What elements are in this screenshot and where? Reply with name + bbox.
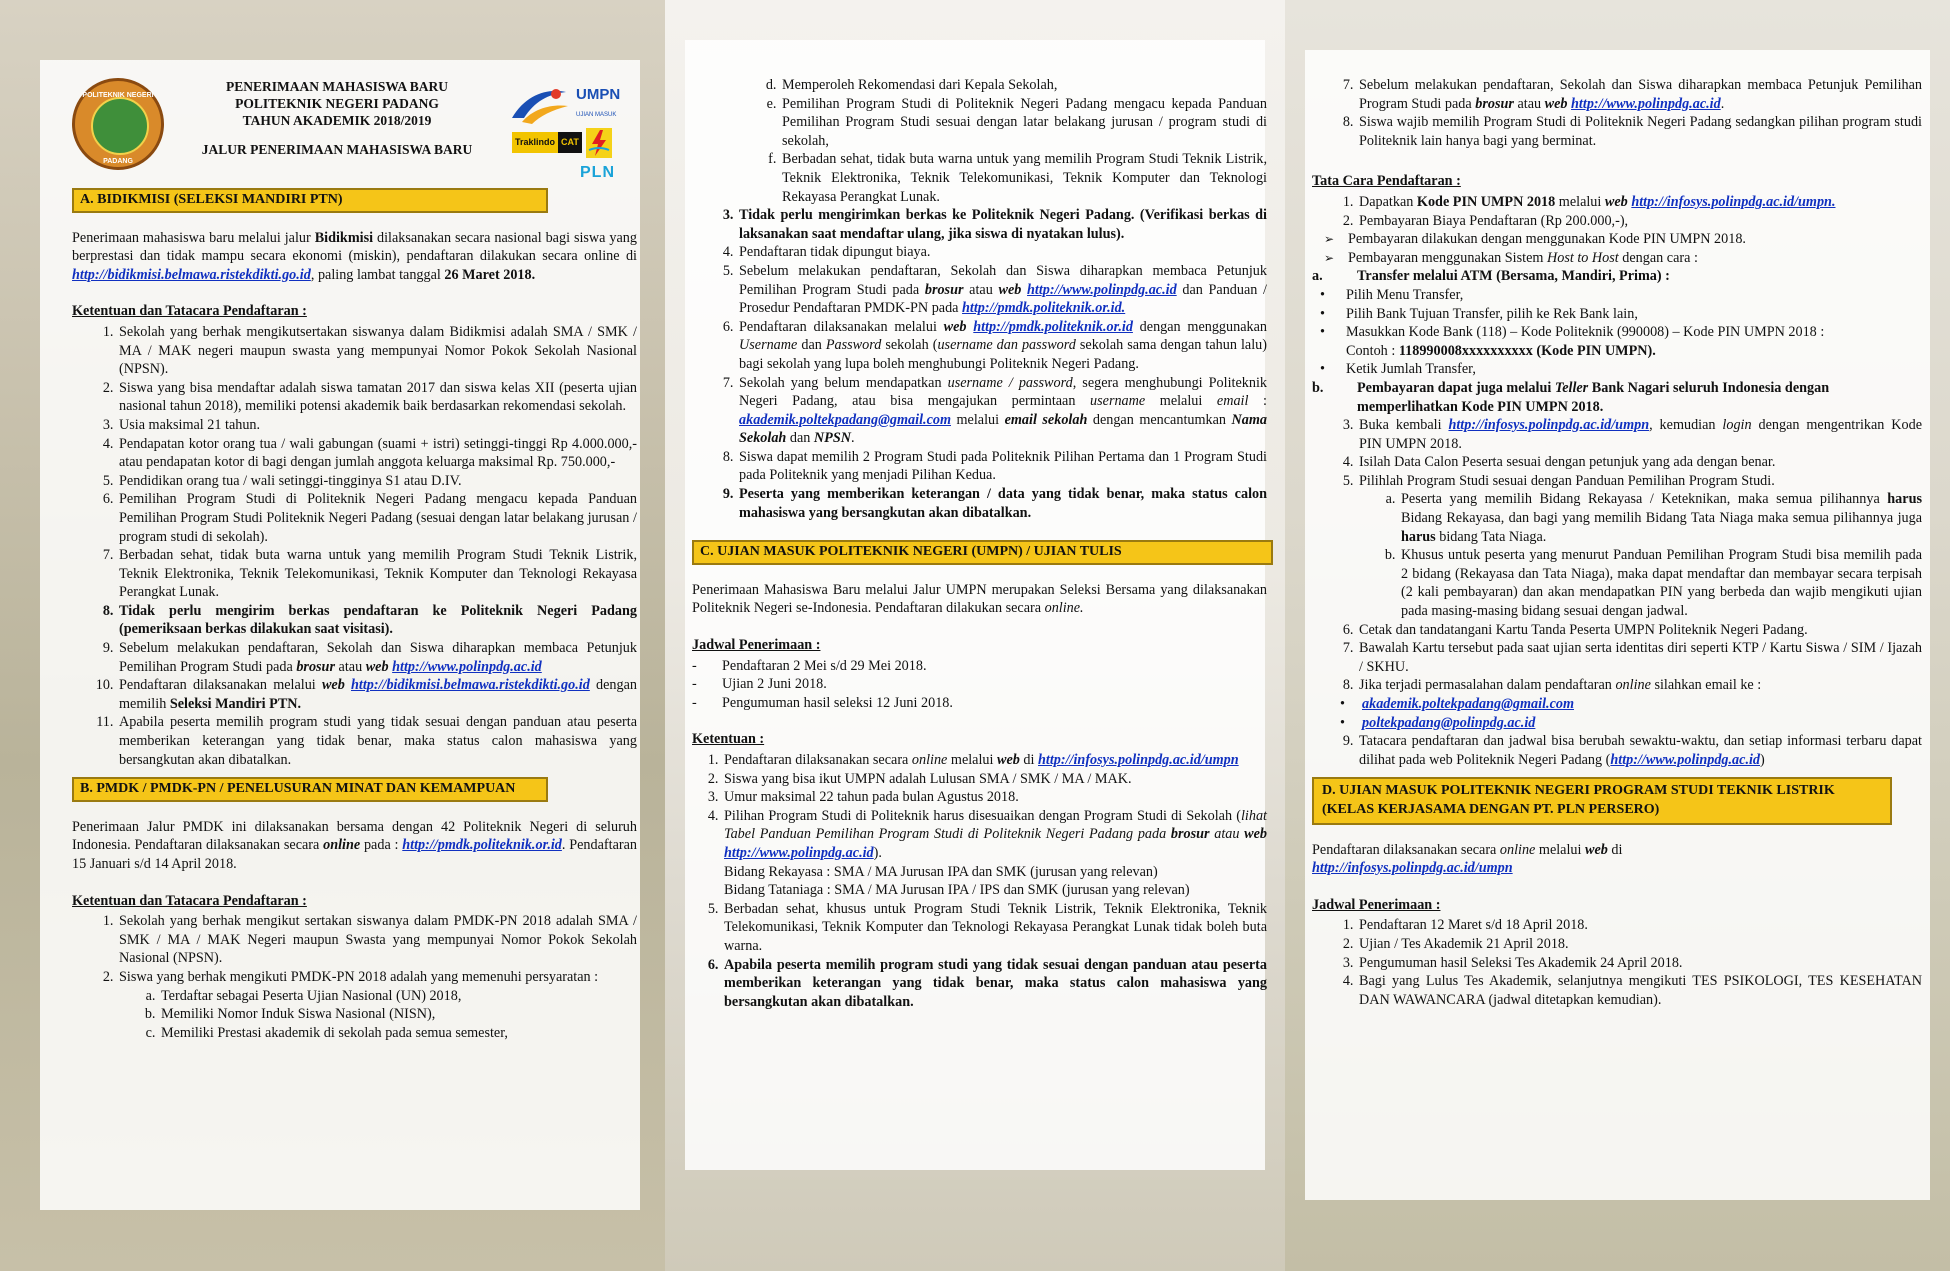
email-link[interactable]: akademik.poltekpadang@gmail.com — [1362, 696, 1574, 712]
list-item: 2. Siswa yang bisa mendaftar adalah siswa tamatan 2017 dan siswa kelas XII (peserta ujian nasional tahun 2018), memiliki potensi akademik baik berdasarkan rekomendasi sekolah. — [117, 379, 637, 416]
item-text: Dapatkan — [1359, 193, 1417, 210]
intro-text: Pendaftaran dilaksanakan secara — [1312, 841, 1500, 858]
item-text: online — [1615, 677, 1651, 694]
list-item — [1357, 193, 1922, 212]
list-item — [1314, 249, 1922, 268]
item-text: Siswa yang berhak mengikuti PMDK-PN 2018 adalah yang memenuhi persyaratan : — [119, 968, 599, 985]
item-text: online — [911, 752, 948, 768]
list-item: 6. Apabila peserta memilih program studi yang tidak sesuai dengan panduan atau peserta memberikan keterangan yang tidak benar, maka status calon mahasiswa yang bersangkutan akan dibatalkan. — [722, 956, 1267, 1012]
item-text: melalui — [1145, 393, 1217, 410]
pmdk-link[interactable]: http://pmdk.politeknik.or.id. — [962, 300, 1126, 317]
item-text: Bidang Rekayasa, dan bagi yang memilih Bidang Tata Niaga maka semua pilihannya juga — [1401, 510, 1922, 527]
item-text: atau — [334, 658, 366, 675]
umpn-link[interactable]: http://infosys.polinpdg.ac.id/umpn — [1312, 860, 1513, 877]
list-item: ➢ Pembayaran dilakukan dengan menggunakan Kode PIN UMPN 2018. — [1314, 230, 1922, 249]
cat-logo: CAT — [558, 132, 582, 153]
section-a-heading: A. BIDIKMISI (SELEKSI MANDIRI PTN) — [72, 188, 548, 213]
item-text: Bank Nagari seluruh Indonesia dengan memperlihatkan Kode PIN UMPN 2018. — [1357, 379, 1830, 415]
item-text: Username — [739, 337, 798, 354]
item-text: username — [1090, 393, 1146, 410]
item-text: Pembayaran dapat juga melalui — [1357, 379, 1555, 396]
intro-text: dilaksanakan secara nasional bagi siswa yang berprestasi dan tidak mampu secara ekonomi (miskin), pendaftaran dilakukan secara online di — [72, 229, 637, 265]
item-text: Transfer melalui ATM (Bersama, Mandiri, Prima) : — [1357, 268, 1670, 285]
item-text: web — [943, 318, 967, 335]
section-c-ket-lead: Ketentuan : — [692, 731, 765, 748]
intro-text: pada : — [360, 837, 403, 854]
item-text: Seleksi Mandiri PTN. — [169, 695, 302, 712]
item-text: Nama Sekolah — [739, 411, 1267, 447]
item-text: email — [1216, 393, 1249, 410]
polinpdg-link[interactable]: http://www.polinpdg.ac.id — [1027, 281, 1177, 298]
panel-right-content — [1312, 76, 1922, 1017]
section-c-jadwal — [692, 657, 1267, 713]
list-item: 6. Cetak dan tandatangani Kartu Tanda Peserta UMPN Politeknik Negeri Padang. — [1357, 621, 1922, 640]
list-item: • Pilih Bank Tujuan Transfer, pilih ke Rek Bank lain, — [1312, 305, 1922, 324]
list-item: • Pilih Menu Transfer, — [1312, 286, 1922, 305]
item-text: Contoh : — [1346, 342, 1399, 359]
polinpdg-link[interactable]: http://www.polinpdg.ac.id — [724, 844, 874, 861]
bidikmisi-link[interactable]: http://bidikmisi.belmawa.ristekdikti.go.id — [72, 266, 311, 283]
bidang-tataniaga: Bidang Tataniaga : SMA / MA Jurusan IPA / IPS dan SMK (jurusan yang relevan) — [724, 882, 1190, 899]
brochure-header — [72, 78, 637, 186]
bidikmisi-link[interactable]: http://bidikmisi.belmawa.ristekdikti.go.id — [350, 677, 590, 694]
list-item — [1357, 676, 1922, 732]
pmdk-link[interactable]: http://pmdk.politeknik.or.id — [402, 837, 562, 854]
item-text: Pilihlah Program Studi sesuai dengan Panduan Pemilihan Program Studi. — [1359, 472, 1775, 489]
item-text: Pendaftaran dilaksanakan secara — [724, 752, 912, 768]
item-text: dan — [797, 337, 826, 354]
intro-text: online — [1499, 841, 1536, 858]
item-text: web — [1544, 95, 1568, 112]
item-text: Sebelum melakukan pendaftaran, Sekolah dan Siswa diharapkan membaca Petunjuk Pemilihan Program Studi pada — [1359, 77, 1922, 112]
list-item: 5. Pendidikan orang tua / wali setinggi-tingginya S1 atau D.IV. — [117, 472, 637, 491]
title-line-1: PENERIMAAN MAHASISWA BARU — [225, 79, 449, 94]
item-text: web — [998, 281, 1022, 298]
list-item — [737, 318, 1267, 374]
intro-bold: Bidikmisi — [314, 229, 374, 246]
list-item: 4. Isilah Data Calon Peserta sesuai dengan petunjuk yang ada dengan benar. — [1357, 453, 1922, 472]
list-item — [1357, 76, 1922, 113]
umpn-link[interactable]: http://infosys.polinpdg.ac.id/umpn — [1448, 417, 1650, 434]
list-item: 2. Ujian / Tes Akademik 21 April 2018. — [1357, 935, 1922, 954]
list-item — [722, 807, 1267, 900]
intro-text: web — [1585, 841, 1608, 858]
list-item — [1314, 695, 1922, 714]
umpn-link[interactable]: http://infosys.polinpdg.ac.id/umpn — [1038, 752, 1239, 768]
intro-text: Penerimaan Mahasiswa Baru melalui Jalur UMPN merupakan Seleksi Bersama yang dilaksanakan Politeknik Negeri se-Indonesia. Pendaftaran dilakukan secara — [692, 581, 1267, 617]
sub-item: a. Terdaftar sebagai Peserta Ujian Nasional (UN) 2018, — [159, 987, 637, 1006]
section-a-intro — [72, 229, 637, 285]
list-item: - Pendaftaran 2 Mei s/d 29 Mei 2018. — [692, 657, 1267, 676]
item-text: , kemudian — [1649, 417, 1723, 434]
item-text: ) — [1760, 751, 1765, 768]
item-text: Pilihan Program Studi di Politeknik harus disesuaikan dengan Program Studi di Sekolah ( — [724, 807, 1241, 824]
item-text: dan — [786, 430, 814, 447]
pln-bolt-icon — [586, 128, 612, 158]
list-item: 3. Usia maksimal 21 tahun. — [117, 416, 637, 435]
list-item — [1314, 714, 1922, 733]
list-item: 4. Pendapatan kotor orang tua / wali gabungan (suami + istri) setinggi-tinggi Rp 4.000.000,- atau pendapatan kotor di bagi dengan jumlah anggota keluarga maksimal Rp. 750.000,- — [117, 435, 637, 472]
section-b-heading: B. PMDK / PMDK-PN / PENELUSURAN MINAT DAN KEMAMPUAN — [72, 777, 548, 802]
item-text: Sekolah yang belum mendapatkan — [739, 374, 948, 391]
item-text: sekolah sama dengan tahun lalu) bagi sekolah yang lupa boleh menghubungi Politeknik Negeri Padang. — [739, 337, 1267, 372]
intro-text: , paling lambat tanggal — [310, 266, 445, 283]
section-c-tata-lead: Tata Cara Pendaftaran : — [1312, 173, 1461, 190]
list-item: 8. Siswa dapat memilih 2 Program Studi pada Politeknik Pilihan Pertama dan 1 Program Studi pada Politeknik yang menjadi Pilihan Kedua. — [737, 448, 1267, 485]
list-item — [737, 262, 1267, 318]
item-text: atau — [963, 281, 999, 298]
item-text: lihat Tabel Panduan Pemilihan Program Studi di Politeknik Negeri Padang pada — [724, 807, 1267, 843]
section-c-tatacara-continued — [1312, 416, 1922, 769]
intro-text: di — [1607, 841, 1623, 858]
sub-item: e. Pemilihan Program Studi di Politeknik Negeri Padang mengacu kepada Panduan Pemilihan Program Studi sesuai dengan latar belakang jurusan / program studi di sekolah, — [780, 95, 1267, 151]
section-b-lead: Ketentuan dan Tatacara Pendaftaran : — [72, 892, 307, 909]
item-text: dengan menggunakan — [1132, 318, 1267, 335]
panel-left-content — [72, 78, 637, 1050]
list-item: 6. Pemilihan Program Studi di Politeknik Negeri Padang mengacu kepada Panduan Pemilihan Program Studi Politeknik Negeri Padang (sesuai dengan latar belakang jurusan / program studi di sekolah). — [117, 490, 637, 546]
item-text: . — [850, 430, 855, 447]
list-item — [1357, 472, 1922, 621]
logo-emblem-icon — [91, 97, 149, 155]
item-text: harus — [1887, 491, 1922, 508]
sub-item: b. Khusus untuk peserta yang menurut Panduan Pemilihan Program Studi bisa memilih pada 2 bidang (Rekayasa dan Tata Niaga), maka dapat mendaftar dan membayar secara terpisah (2 kali pembayaran) dan akan mendapatkan PIN yang berbeda dan wajib mengikuti ujian pada masing-masing bidang sesuai dengan jadwal. — [1399, 546, 1922, 620]
intro-text: Penerimaan Jalur PMDK ini dilaksanakan bersama dengan 42 Politeknik Negeri di seluruh Indonesia. Pendaftaran dilaksanakan secara — [72, 818, 637, 854]
panel-right — [1285, 0, 1950, 1271]
payment-list — [1314, 230, 1922, 267]
item-label: a. — [1312, 268, 1323, 285]
teller-block — [1312, 379, 1922, 416]
item-text: Sebelum melakukan pendaftaran, Sekolah dan Siswa diharapkan membaca Petunjuk Pemilihan Program Studi pada — [739, 262, 1267, 298]
email-link[interactable]: akademik.poltekpadang@gmail.com — [739, 411, 951, 428]
item-text: email sekolah — [1004, 411, 1088, 428]
item-text: Jika terjadi permasalahan dalam pendaftaran — [1359, 677, 1616, 694]
item-text: harus — [1401, 528, 1436, 545]
item-text: ). — [873, 844, 882, 861]
item-text: Tatacara pendaftaran dan jadwal bisa berubah sewaktu-waktu, dan setiap informasi terbaru dapat dilihat pada web Politeknik Negeri Padang ( — [1359, 733, 1922, 768]
intro-date: 26 Maret 2018. — [444, 266, 536, 283]
list-item — [117, 676, 637, 713]
item-text: web — [1244, 826, 1267, 843]
list-item: 3. Pengumuman hasil Seleksi Tes Akademik 24 April 2018. — [1357, 954, 1922, 973]
item-text: Password — [825, 337, 882, 354]
list-item: 1. Sekolah yang berhak mengikut sertakan siswanya dalam PMDK-PN 2018 adalah SMA / SMK / MA / MAK Negeri maupun Swasta yang mempunyai Nomor Pokok Sekolah Nasional (NPSN). — [117, 912, 637, 968]
pln-logo-text: PLN — [580, 164, 615, 181]
pmdk-link[interactable]: http://pmdk.politeknik.or.id — [973, 318, 1133, 335]
item-text: melalui — [947, 752, 998, 768]
item-text: 118990008xxxxxxxxxx (Kode PIN UMPN). — [1398, 342, 1656, 359]
polinpdg-link[interactable]: http://www.polinpdg.ac.id — [1571, 95, 1721, 112]
list-item — [117, 639, 637, 676]
item-text: login — [1722, 417, 1752, 434]
list-item: 3. Umur maksimal 22 tahun pada bulan Agustus 2018. — [722, 788, 1267, 807]
section-a-lead: Ketentuan dan Tatacara Pendaftaran : — [72, 303, 307, 320]
item-text: atau — [1513, 95, 1545, 112]
section-d-heading: D. UJIAN MASUK POLITEKNIK NEGERI PROGRAM STUDI TEKNIK LISTRIK (KELAS KERJASAMA DENGAN PT. PLN PERSERO) — [1312, 777, 1892, 824]
section-d-intro — [1312, 841, 1922, 878]
list-item — [1312, 323, 1922, 360]
list-item: 1. Sekolah yang berhak mengikutsertakan siswanya dalam Bidikmisi adalah SMA / SMK / MA / MAK negeri maupun swasta yang mempunyai Nomor Pokok Sekolah Nasional (NPSN). — [117, 323, 637, 379]
list-item: 11. Apabila peserta memilih program studi yang tidak sesuai dengan panduan atau peserta memberikan keterangan yang tidak benar, maka status calon mahasiswa yang bersangkutan akan dibatalkan. — [117, 713, 637, 769]
list-item: 9. Peserta yang memberikan keterangan / data yang tidak benar, maka status calon mahasiswa yang bersangkutan akan dibatalkan. — [737, 485, 1267, 522]
traklindo-logo: Traklindo — [512, 132, 558, 153]
item-text: Pembayaran Biaya Pendaftaran (Rp 200.000,-), — [1359, 212, 1629, 229]
atm-block — [1312, 267, 1922, 416]
section-c-jadwal-lead: Jadwal Penerimaan : — [692, 637, 821, 654]
item-text: Buka kembali — [1359, 417, 1449, 434]
item-text: di — [1019, 752, 1039, 768]
item-text: username dan password — [937, 337, 1076, 354]
item-text: brosur — [1475, 95, 1514, 112]
item-text: melalui — [1555, 193, 1605, 210]
list-item: 7. Bawalah Kartu tersebut pada saat ujian serta identitas diri seperti KTP / Kartu Siswa / SIM / Ijazah / SKHU. — [1357, 639, 1922, 676]
email-link[interactable]: poltekpadang@polinpdg.ac.id — [1362, 714, 1536, 731]
item-text: silahkan email ke : — [1650, 677, 1762, 694]
item-text: Pembayaran menggunakan Sistem — [1348, 249, 1547, 266]
list-item: 8. Siswa wajib memilih Program Studi di Politeknik Negeri Padang sedangkan pilihan program studi Politeknik lain hanya bagi yang berminat. — [1357, 113, 1922, 150]
item-text: dengan cara : — [1618, 249, 1698, 266]
item-text: web — [997, 752, 1020, 768]
sub-item — [1399, 490, 1922, 546]
polinpdg-logo — [72, 78, 164, 170]
section-c-ketentuan-continued — [1312, 76, 1922, 150]
sub-list — [1359, 490, 1922, 620]
list-item: 5. Berbadan sehat, khusus untuk Program Studi Teknik Listrik, Teknik Elektronika, Teknik Telekomunikasi, Teknik Komputer dan Teknologi Rekayasa Perangkat Lunak tidak boleh buta warna. — [722, 900, 1267, 956]
title-line-2: POLITEKNIK NEGERI PADANG — [235, 96, 439, 111]
section-b-list-continued — [692, 206, 1267, 522]
list-item: 2. Siswa yang bisa ikut UMPN adalah Lulusan SMA / SMK / MA / MAK. — [722, 770, 1267, 789]
item-text: Pendaftaran dilaksanakan melalui — [739, 318, 944, 335]
item-text: web — [365, 658, 389, 675]
list-item: - Ujian 2 Juni 2018. — [692, 675, 1267, 694]
logo-text-top: POLITEKNIK NEGERI — [82, 92, 154, 99]
sub-item: d. Memperoleh Rekomendasi dari Kepala Sekolah, — [780, 76, 1267, 95]
logo-text-bottom: PADANG — [103, 158, 133, 165]
item-text: NPSN — [813, 430, 851, 447]
list-item — [117, 968, 637, 1042]
item-text: Host to Host — [1546, 249, 1619, 266]
list-item: - Pengumuman hasil seleksi 12 Juni 2018. — [692, 694, 1267, 713]
item-text: Pendaftaran dilaksanakan melalui — [119, 677, 322, 694]
umpn-link[interactable]: http://infosys.polinpdg.ac.id/umpn. — [1631, 193, 1836, 210]
intro-text: melalui — [1535, 841, 1586, 858]
section-c-intro — [692, 581, 1267, 618]
panel-left — [0, 0, 665, 1271]
email-list — [1314, 695, 1922, 732]
panel-middle-content — [692, 76, 1267, 1019]
item-text: username / password — [947, 374, 1073, 391]
intro-text: . Pendaftaran 15 Januari s/d 14 April 2018. — [72, 837, 637, 872]
atm-steps — [1312, 286, 1922, 379]
partner-logos — [508, 80, 640, 190]
list-item: 4. Bagi yang Lulus Tes Akademik, selanjutnya mengikuti TES PSIKOLOGI, TES KESEHATAN DAN WAWANCARA (jadwal ditetapkan kemudian). — [1357, 972, 1922, 1009]
intro-text: Penerimaan mahasiswa baru melalui jalur — [72, 229, 315, 246]
item-text: web — [321, 677, 345, 694]
section-b-intro — [72, 818, 637, 874]
item-text: . — [1720, 95, 1725, 112]
item-text: Kode PIN UMPN 2018 — [1416, 193, 1556, 210]
item-text: , segera menghubungi Politeknik Negeri Padang, atau bisa mengajukan permintaan — [739, 374, 1267, 410]
umpn-logo-text: UMPN — [576, 86, 621, 103]
item-label: b. — [1312, 379, 1324, 396]
list-item — [722, 751, 1267, 770]
list-item — [737, 374, 1267, 448]
item-text: web — [1604, 193, 1628, 210]
title-line-3: TAHUN AKADEMIK 2018/2019 — [242, 113, 432, 128]
item-text: brosur — [1170, 826, 1210, 843]
intro-text: online — [323, 837, 361, 854]
item-text: dengan mengentrikan Kode PIN UMPN 2018. — [1359, 417, 1923, 452]
item-text: brosur — [296, 658, 335, 675]
sub-item: c. Memiliki Prestasi akademik di sekolah pada semua semester, — [159, 1024, 637, 1043]
panel-middle — [665, 0, 1285, 1271]
item-text: brosur — [924, 281, 964, 298]
section-b-list — [72, 912, 637, 1042]
pin-example — [1346, 342, 1922, 361]
list-item: 1. Pendaftaran 12 Maret s/d 18 April 2018. — [1357, 916, 1922, 935]
list-item: 7. Berbadan sehat, tidak buta warna untuk yang memilih Program Studi Teknik Listrik, Teknik Elektronika, Teknik Telekomunikasi, Teknik Komputer dan Teknologi Rekayasa Perangkat Lunak. — [117, 546, 637, 602]
list-item: 8. Tidak perlu mengirim berkas pendaftaran ke Politeknik Negeri Padang (pemeriksaan berkas dilakukan saat visitasi). — [117, 602, 637, 639]
list-item: 4. Pendaftaran tidak dipungut biaya. — [737, 243, 1267, 262]
section-c-ketentuan — [692, 751, 1267, 1011]
sub-item: f. Berbadan sehat, tidak buta warna untuk yang memilih Program Studi Teknik Listrik, Teknik Elektronika, Teknik Telekomunikasi, Teknik Komputer dan Teknologi Rekayasa Perangkat Lunak. — [780, 150, 1267, 206]
umpn-logo-sub: UJIAN MASUK — [576, 112, 617, 118]
polinpdg-link[interactable]: http://www.polinpdg.ac.id — [1610, 751, 1761, 768]
sub-list-continued — [692, 76, 1267, 206]
atm-heading — [1312, 267, 1922, 286]
item-text: sekolah ( — [881, 337, 938, 354]
item-text: Sebelum melakukan pendaftaran, Sekolah dan Siswa diharapkan membaca Petunjuk Pemilihan Program Studi pada — [119, 640, 637, 675]
item-text: dan Panduan / Prosedur Pendaftaran PMDK-PN pada — [739, 281, 1267, 317]
item-text: dengan memilih — [119, 677, 637, 712]
list-item: 3. Tidak perlu mengirimkan berkas ke Politeknik Negeri Padang. (Verifikasi berkas di laksanakan saat mendaftar ulang, jika siswa di nyatakan lulus). — [737, 206, 1267, 243]
intro-text: online. — [1044, 600, 1084, 617]
list-item: • Ketik Jumlah Transfer, — [1312, 360, 1922, 379]
item-text: bidang Tata Niaga. — [1435, 528, 1547, 545]
header-title — [172, 78, 502, 158]
sub-list — [119, 987, 637, 1043]
item-text: Teller — [1554, 379, 1589, 396]
section-c-tatacara — [1312, 193, 1922, 267]
list-item — [1348, 212, 1922, 268]
item-text: : — [1248, 393, 1267, 410]
section-d-jadwal — [1312, 916, 1922, 1009]
item-text: melalui — [951, 411, 1005, 428]
header-subtitle: JALUR PENERIMAAN MAHASISWA BARU — [201, 142, 473, 157]
polinpdg-link[interactable]: http://www.polinpdg.ac.id — [392, 658, 542, 675]
umpn-swoosh-icon — [508, 84, 570, 128]
sub-item: b. Memiliki Nomor Induk Siswa Nasional (NISN), — [159, 1005, 637, 1024]
item-text: Peserta yang memilih Bidang Rekayasa / Keteknikan, maka semua pilihannya — [1401, 491, 1888, 508]
section-d-jadwal-lead: Jadwal Penerimaan : — [1312, 896, 1441, 913]
item-text: Masukkan Kode Bank (118) – Kode Politeknik (990008) – Kode PIN UMPN 2018 : — [1346, 324, 1825, 341]
item-text: atau — [1209, 826, 1245, 843]
list-item — [1357, 732, 1922, 769]
bidang-rekayasa: Bidang Rekayasa : SMA / MA Jurusan IPA dan SMK (jurusan yang relevan) — [724, 863, 1158, 880]
item-text: dengan mencantumkan — [1087, 411, 1232, 428]
section-a-list — [72, 323, 637, 769]
list-item — [1357, 416, 1922, 453]
section-c-heading: C. UJIAN MASUK POLITEKNIK NEGERI (UMPN) / UJIAN TULIS — [692, 540, 1273, 565]
